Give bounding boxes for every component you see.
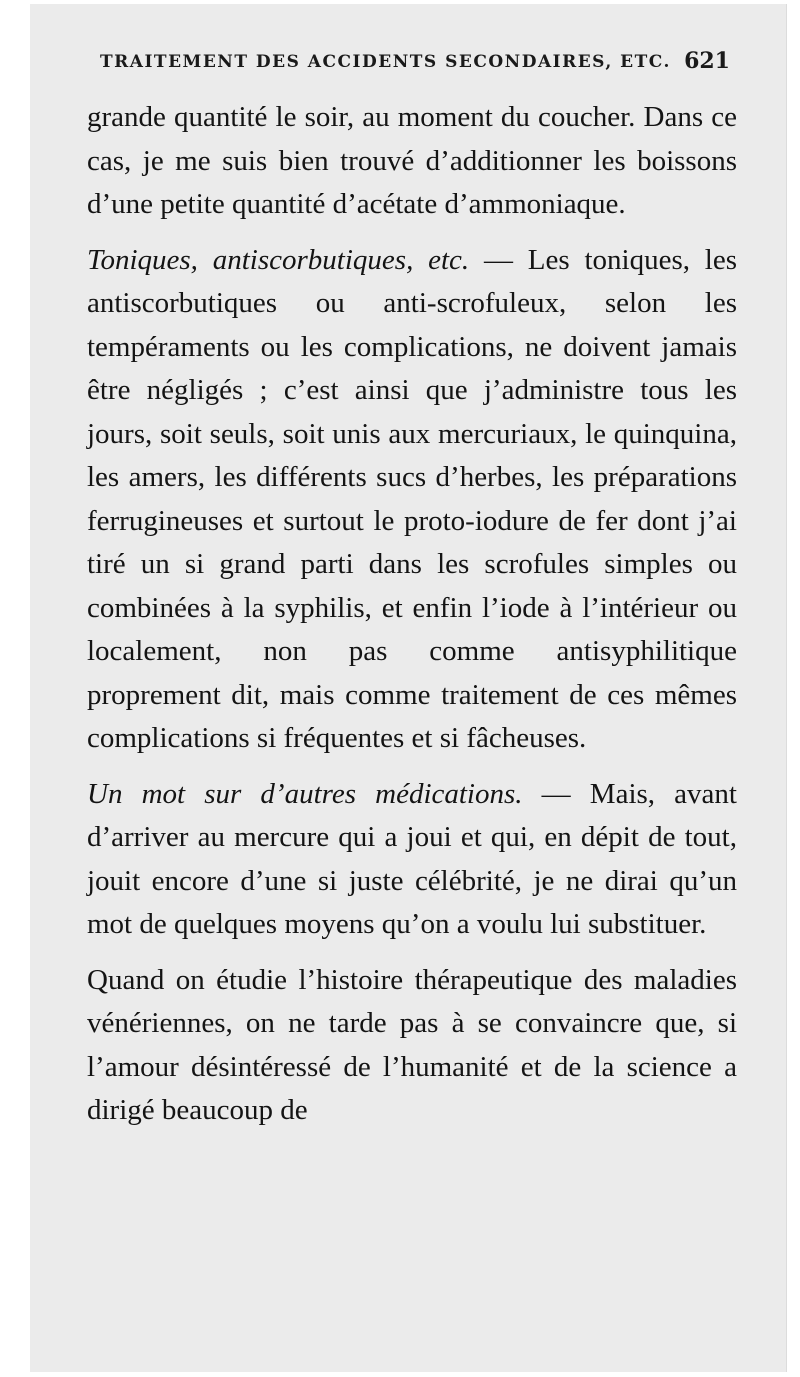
paragraph-text: — Mais, avant d’arriver au mercure qui a joui et qui, en dépit de tout, jouit encore d’une si juste célébrité, je ne dirai qu’un mot de quelques moyens qu’on a voulu lui substituer. [87,777,737,940]
paragraph-text: Quand on étudie l’histoire thérapeutique des maladies vénériennes, on ne tarde pas à se convaincre que, si l’amour désintéressé de l’humanité et de la science a dirigé beaucoup de [87,963,737,1126]
running-head [100,48,730,80]
paragraph [87,239,737,761]
page-number: 621 [684,48,730,74]
paragraph [87,96,737,227]
paragraph-text: — Les toniques, les antiscorbutiques ou anti-scrofuleux, selon les tempéraments ou les complications, ne doivent jamais être négligés ; c’est ainsi que j’administre tous les jours, soit seuls, soit unis aux mercuriaux, le quinquina, les amers, les différents sucs d’herbes, les préparations ferrugineuses et surtout le proto-iodure de fer dont j’ai tiré un si grand parti dans les scrofules simples ou combinées à la syphilis, et enfin l’iode à l’intérieur ou localement, non pas comme antisyphilitique proprement dit, mais comme traitement de ces mêmes complications si fréquentes et si fâcheuses. [87,243,737,754]
paragraph-text: grande quantité le soir, au moment du coucher. Dans ce cas, je me suis bien trouvé d’additionner les boissons d’une petite quantité d’acétate d’ammoniaque. [87,101,737,220]
page-body [87,96,737,1133]
paragraph-lead-heading: Un mot sur d’autres médications. [87,777,523,810]
paragraph [87,959,737,1133]
paragraph-lead-heading: Toniques, antiscorbutiques, etc. [87,243,470,276]
paragraph [87,773,737,947]
running-title: TRAITEMENT DES ACCIDENTS SECONDAIRES, ETC. [100,52,671,72]
